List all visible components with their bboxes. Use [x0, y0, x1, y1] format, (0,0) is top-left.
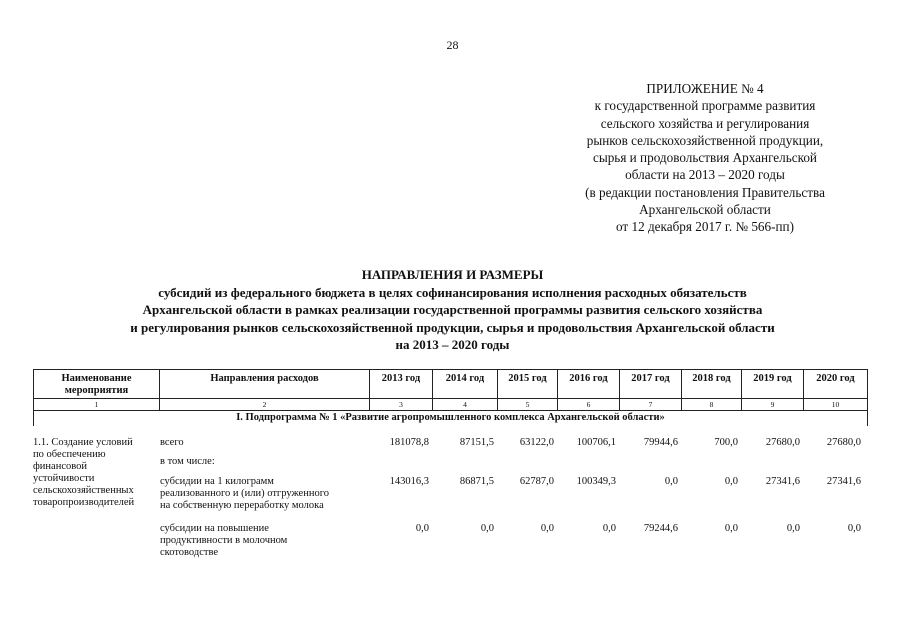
expense-label-line: всего	[160, 437, 184, 448]
column-number: 2	[160, 399, 370, 411]
title-line: субсидий из федерального бюджета в целях софинансирования исполнения расходных обязательств	[158, 284, 747, 300]
header-year: 2020 год	[804, 370, 868, 399]
subsidy-table	[33, 369, 868, 426]
column-number: 5	[498, 399, 558, 411]
measure-line: финансовой	[33, 461, 87, 472]
table-header-row	[34, 370, 868, 399]
value-2017: 79944,6	[643, 437, 678, 448]
expense-label	[160, 456, 370, 468]
appendix-line: рынков сельскохозяйственной продукции,	[586, 132, 824, 148]
value-2015: 62787,0	[519, 476, 554, 487]
column-number: 8	[682, 399, 742, 411]
expense-label-line: субсидии на 1 килограмм	[160, 476, 274, 487]
value-2016: 0,0	[602, 523, 616, 534]
appendix-line: сырья и продовольствия Архангельской	[593, 150, 817, 166]
measure-line: 1.1. Создание условий	[33, 437, 133, 448]
value-2017: 0,0	[664, 476, 678, 487]
expense-label-line: продуктивности в молочном	[160, 535, 288, 546]
header-year: 2016 год	[558, 370, 620, 399]
value-2014: 86871,5	[459, 476, 494, 487]
value-2014: 0,0	[480, 523, 494, 534]
measure-line: по обеспечению	[33, 449, 106, 460]
header-year: 2019 год	[742, 370, 804, 399]
value-2015: 0,0	[540, 523, 554, 534]
header-year: 2017 год	[620, 370, 682, 399]
header-year: 2014 год	[433, 370, 498, 399]
value-2018: 0,0	[724, 523, 738, 534]
value-2013: 143016,3	[389, 476, 429, 487]
value-2018: 700,0	[714, 437, 738, 448]
section-row	[34, 411, 868, 426]
appendix-line: Архангельской области	[639, 202, 771, 218]
value-2019: 27341,6	[765, 476, 800, 487]
value-2019: 27680,0	[765, 437, 800, 448]
value-2018: 0,0	[724, 476, 738, 487]
column-number: 7	[620, 399, 682, 411]
page-number: 28	[446, 38, 459, 52]
appendix-line: от 12 декабря 2017 г. № 566-пп)	[616, 219, 794, 235]
appendix-line: сельского хозяйства и регулирования	[600, 115, 810, 131]
measure-line: товаропроизводителей	[33, 497, 135, 508]
title-line: НАПРАВЛЕНИЯ И РАЗМЕРЫ	[361, 267, 544, 282]
value-2013: 0,0	[415, 523, 429, 534]
measure-cell	[33, 437, 161, 509]
expense-label-line: субсидии на повышение	[160, 523, 269, 534]
appendix-line: области на 2013 – 2020 годы	[625, 167, 785, 183]
header-direction: Направления расходов	[160, 370, 370, 399]
column-number: 1	[34, 399, 160, 411]
expense-label	[160, 523, 370, 559]
appendix-line: к государственной программе развития	[594, 98, 816, 114]
measure-line: устойчивости	[33, 473, 95, 484]
section-title: I. Подпрограмма № 1 «Развитие агропромышленного комплекса Архангельской области»	[34, 411, 868, 426]
value-2016: 100349,3	[576, 476, 616, 487]
value-2019: 0,0	[786, 523, 800, 534]
column-number: 10	[804, 399, 868, 411]
value-2017: 79244,6	[643, 523, 678, 534]
column-number: 9	[742, 399, 804, 411]
expense-label	[160, 476, 370, 512]
value-2015: 63122,0	[519, 437, 554, 448]
header-measure: Наименование мероприятия	[34, 370, 160, 399]
value-2020: 27680,0	[826, 437, 861, 448]
title-line: на 2013 – 2020 годы	[395, 337, 510, 352]
column-number-row	[34, 399, 868, 411]
value-2014: 87151,5	[459, 437, 494, 448]
column-number: 4	[433, 399, 498, 411]
appendix-line: ПРИЛОЖЕНИЕ № 4	[646, 81, 764, 96]
value-2016: 100706,1	[576, 437, 616, 448]
column-number: 3	[370, 399, 433, 411]
expense-label-line: реализованного и (или) отгруженного	[160, 488, 330, 499]
appendix-block	[540, 80, 870, 236]
column-number: 6	[558, 399, 620, 411]
expense-label-line: в том числе:	[160, 456, 215, 467]
title-line: и регулирования рынков сельскохозяйственной продукции, сырья и продовольствия Архангельской области	[130, 319, 775, 335]
title-line: Архангельской области в рамках реализации государственной программы развития сельского хозяйства	[142, 302, 763, 317]
measure-line: сельскохозяйственных	[33, 485, 134, 496]
expense-label-line: на собственную переработку молока	[160, 500, 324, 511]
expense-label-line: скотоводстве	[160, 547, 219, 558]
appendix-line: (в редакции постановления Правительства	[585, 184, 825, 200]
value-2013: 181078,8	[389, 437, 429, 448]
value-2020: 27341,6	[826, 476, 861, 487]
value-2020: 0,0	[847, 523, 861, 534]
header-year: 2015 год	[498, 370, 558, 399]
header-year: 2013 год	[370, 370, 433, 399]
document-title	[0, 266, 905, 354]
header-year: 2018 год	[682, 370, 742, 399]
expense-label	[160, 437, 370, 449]
